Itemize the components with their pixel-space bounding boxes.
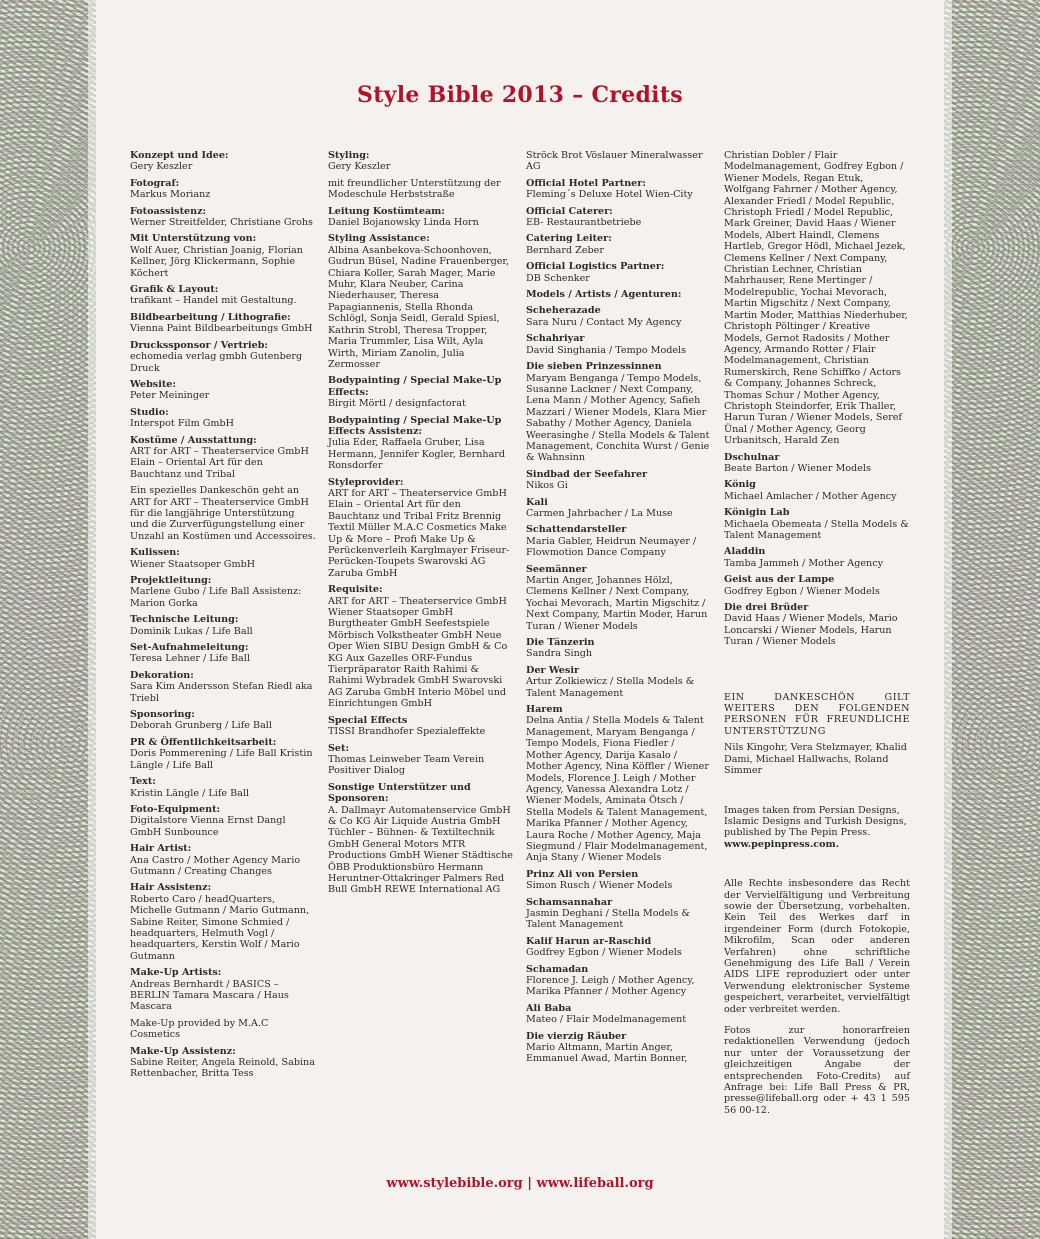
credit-role: Official Logistics Partner: xyxy=(526,261,665,273)
credit-names: Roberto Caro / headQuarters, Michelle Gutmann / Mario Gutmann, Sabine Reiter, Simone Schmied / headquarters, Helmuth Vogl / headquarters, Kerstin Wolf / Mario Gutmann xyxy=(130,893,310,962)
credit-names: Kristin Längle / Life Ball xyxy=(130,787,250,799)
credit-names: trafikant – Handel mit Gestaltung. xyxy=(130,295,297,307)
credit-entry xyxy=(328,375,514,409)
ornamental-border-right xyxy=(944,0,1040,1239)
credit-names: Maria Gabler, Heidrun Neumayer / Flowmotion Dance Company xyxy=(526,535,697,559)
credit-role: Sonstige Unterstützer und Sponsoren: xyxy=(328,781,471,805)
credit-entry xyxy=(130,312,316,335)
credit-names: Michaela Obemeata / Stella Models & Talent Management xyxy=(724,518,909,541)
credit-names: Ströck Brot Vöslauer Mineralwasser AG xyxy=(526,150,703,173)
images-url: www.pepinpress.com. xyxy=(724,838,840,850)
credit-names: Godfrey Egbon / Wiener Models xyxy=(724,585,880,597)
credit-entry xyxy=(130,776,316,799)
credit-role: Official Caterer: xyxy=(526,205,613,217)
credit-role: Sponsoring: xyxy=(130,709,195,721)
credit-role: Harem xyxy=(526,704,563,716)
credit-entry xyxy=(130,967,316,1013)
credit-names: Deborah Grunberg / Life Ball xyxy=(130,720,272,732)
credit-names: Michael Amlacher / Mother Agency xyxy=(724,490,897,502)
credit-entry xyxy=(724,479,910,502)
credit-role: Geist aus der Lampe xyxy=(724,574,835,586)
thanks-names: Nils Kingohr, Vera Stelzmayer, Khalid Dami, Michael Hallwachs, Roland Simmer xyxy=(724,742,907,777)
credit-names: Delna Antia / Stella Models & Talent Management, Maryam Benganga / Tempo Models, Fiona Fiedler / Mother Agency, Darija Kasalo / Mother Agency, Nina Köffler / Wiener Models, Florence J. Leigh / Mother Agency, Vanessa Alexandra Lotz / Wiener Models, Aminata Ötsch / Stella Models & Talent Management, Marika Pfanner / Mother Agency, Laura Roche / Mother Agency, Maja Siegmund / Flair Modelmanagement, Anja Stany / Wiener Models xyxy=(526,715,709,864)
credit-entry xyxy=(328,584,514,709)
credit-role: Kalif Harun ar-Raschid xyxy=(526,935,652,947)
credit-entry xyxy=(130,843,316,877)
credit-names: Maryam Benganga / Tempo Models, Susanne Lackner / Next Company, Lena Mann / Mother Agency, Safieh Mazzari / Wiener Models, Klara Mier Sabathy / Mother Agency, Daniela Weerasinghe / Stella Models & Talent Management, Conchita Wurst / Genie & Wahnsinn xyxy=(526,372,710,464)
credit-names: Sandra Singh xyxy=(526,648,593,660)
credit-entry xyxy=(526,150,712,173)
credits-column-3 xyxy=(526,150,712,1070)
credit-entry xyxy=(526,233,712,256)
credit-names: Peter Meininger xyxy=(130,390,210,402)
credit-role: Der Wesir xyxy=(526,664,580,676)
credit-names: ART for ART – Theaterservice GmbH Elain – Oriental Art für den Bauchtanz und Tribal Fritz Brennig Textil Müller M.A.C Cosmetics Make Up & More – Profi Make Up & Perückenverleih Karglmayer Friseur-Perücken-Toupets Swarovski AG Zaruba GmbH xyxy=(328,487,510,579)
credit-role: Grafik & Layout: xyxy=(130,284,219,296)
credit-names: Fleming´s Deluxe Hotel Wien-City xyxy=(526,189,693,201)
credit-names: Mateo / Flair Modelmanagement xyxy=(526,1014,687,1026)
credit-names: David Haas / Wiener Models, Mario Loncarski / Wiener Models, Harun Turan / Wiener Models xyxy=(724,613,898,648)
credit-role: Official Hotel Partner: xyxy=(526,177,646,189)
credit-names: Julia Eder, Raffaela Gruber, Lisa Hermann, Jennifer Kogler, Bernhard Ronsdorfer xyxy=(328,437,506,472)
credit-names: Thomas Leinweber Team Verein Positiver Dialog xyxy=(328,753,485,777)
credit-names: Andreas Bernhardt / BASICS – BERLIN Tamara Mascara / Haus Mascara xyxy=(130,978,289,1013)
credit-names: Godfrey Egbon / Wiener Models xyxy=(526,947,682,959)
credit-entry xyxy=(130,670,316,704)
credit-names: Dominik Lukas / Life Ball xyxy=(130,625,253,637)
credit-names: Wolf Auer, Christian Joanig, Florian Kellner, Jörg Klickermann, Sophie Köchert xyxy=(130,244,303,279)
credit-role: PR & Öffentlichkeitsarbeit: xyxy=(130,736,277,748)
credits-column-1 xyxy=(130,150,316,1085)
credit-names: Sara Nuru / Contact My Agency xyxy=(526,316,682,328)
credit-role: Hair Assistenz: xyxy=(130,882,212,894)
credit-entry xyxy=(328,206,514,229)
images-note xyxy=(724,805,910,851)
credit-names: Gery Keszler xyxy=(328,161,391,173)
credit-entry xyxy=(328,415,514,472)
credit-entry xyxy=(130,485,316,542)
credit-entry xyxy=(130,178,316,201)
credit-entry xyxy=(526,637,712,660)
credit-entry xyxy=(130,150,316,173)
credit-role: Fotograf: xyxy=(130,177,180,189)
credit-entry xyxy=(130,575,316,609)
credit-names: Ana Castro / Mother Agency Mario Gutmann / Creating Changes xyxy=(130,854,301,877)
credit-entry xyxy=(130,379,316,402)
credit-entry xyxy=(724,452,910,475)
credit-entry xyxy=(526,665,712,699)
credit-role: Text: xyxy=(130,776,156,788)
credit-entry xyxy=(526,261,712,284)
credit-entry xyxy=(328,150,514,173)
credit-entry xyxy=(130,642,316,665)
credit-names: Simon Rusch / Wiener Models xyxy=(526,880,673,892)
credit-role: Scheherazade xyxy=(526,305,601,317)
credit-names: Daniel Bojanowsky Linda Horn xyxy=(328,217,479,229)
credit-names: Albina Asanbekova-Schoonhoven, Gudrun Büsel, Nadine Frauenberger, Chiara Koller, Sarah Mager, Marie Muhr, Klara Neuber, Carina Niederhauser, Theresa Papagiannenis, Stella Rhonda Schlögl, Sonja Seidl, Gerald Spiesl, Kathrin Strobl, Theresa Tropper, Maria Trummler, Lisa Wilt, Ayla Wirth, Miriam Zanolin, Julia Zermosser xyxy=(328,244,510,370)
credit-names: Florence J. Leigh / Mother Agency, Marika Pfanner / Mother Agency xyxy=(526,975,695,998)
credit-names: David Singhania / Tempo Models xyxy=(526,344,687,356)
credit-entry xyxy=(724,150,910,447)
credit-names: ART for ART – Theaterservice GmbH Elain – Oriental Art für den Bauchtanz und Tribal xyxy=(130,445,309,480)
credit-entry xyxy=(526,361,712,464)
credit-entry xyxy=(526,206,712,229)
credit-names: Interspot Film GmbH xyxy=(130,418,235,430)
credit-entry xyxy=(130,435,316,481)
credit-names: Teresa Lehner / Life Ball xyxy=(130,653,250,665)
credit-role: Foto-Equipment: xyxy=(130,803,221,815)
credit-entry xyxy=(328,178,514,201)
credit-names: Artur Zolkiewicz / Stella Models & Talent Management xyxy=(526,676,695,699)
credit-role: Schamadan xyxy=(526,963,589,975)
credit-entry xyxy=(130,882,316,962)
credit-names: mit freundlicher Unterstützung der Modeschule Herbststraße xyxy=(328,177,501,201)
credit-role: Models / Artists / Agenturen: xyxy=(526,289,682,301)
credit-role: Styleprovider: xyxy=(328,476,404,488)
credit-entry xyxy=(526,964,712,998)
credit-entry xyxy=(328,743,514,777)
credits-column-4 xyxy=(724,150,910,1121)
credit-role: Seemänner xyxy=(526,563,587,575)
credit-entry xyxy=(130,1046,316,1080)
credit-role: Bodypainting / Special Make-Up Effects Assistenz: xyxy=(328,414,502,437)
credit-role: Dekoration: xyxy=(130,669,194,681)
ornamental-border-left xyxy=(0,0,96,1239)
credits-column-2 xyxy=(328,150,514,901)
credit-entry xyxy=(526,1003,712,1026)
credit-role: Make-Up Assistenz: xyxy=(130,1045,236,1057)
credit-role: Die drei Brüder xyxy=(724,602,809,614)
credit-names: Doris Pommerening / Life Ball Kristin Längle / Life Ball xyxy=(130,748,313,771)
credit-role: Set-Aufnahmeleitung: xyxy=(130,642,249,654)
credit-entry xyxy=(328,233,514,370)
credit-entry xyxy=(724,507,910,541)
credit-role: Prinz Ali von Persien xyxy=(526,868,639,880)
credit-names: ART for ART – Theaterservice GmbH Wiener Staatsoper GmbH Burgtheater GmbH Seefestspiele Mörbisch Volkstheater GmbH Neue Oper Wien SIBU Design GmbH & Co KG Aux Gazelles ORF-Fundus Tierpräparator Raith Rahimi & Rahimi Wybradek GmbH Swarovski AG Zaruba GmbH Interio Möbel und Einrichtungen GmbH xyxy=(328,595,508,710)
credit-entry xyxy=(130,284,316,307)
credit-role: Catering Leiter: xyxy=(526,233,612,245)
credit-role: Mit Unterstützung von: xyxy=(130,233,257,245)
credit-entry xyxy=(526,178,712,201)
credit-entry xyxy=(130,233,316,279)
photos-note: Fotos zur honorarfreien redaktionellen Verwendung (jedoch nur unter der Voraussetzung der gleichzeitigen Angabe der entsprechenden Foto-Credits) auf Anfrage bei: Life Ball Press & PR, presse@lifeball.org oder + 43 1 595 56 00-12. xyxy=(724,1025,910,1116)
credit-role: Kulissen: xyxy=(130,547,180,559)
credit-entry xyxy=(526,305,712,328)
credit-role: Druckssponsor / Vertrieb: xyxy=(130,339,268,351)
credit-names: Wiener Staatsoper GmbH xyxy=(130,558,256,570)
credit-names: A. Dallmayr Automatenservice GmbH & Co KG Air Liquide Austria GmbH Tüchler – Bühnen- & Textiltechnik GmbH General Motors MTR Productions GmbH Wiener Städtische ÖBB Produktionsbüro Hermann Heruntner-Ottakringer Palmers Red Bull GmbH REWE International AG xyxy=(328,804,513,896)
credit-role: Schattendarsteller xyxy=(526,524,627,536)
credit-names: Make-Up provided by M.A.C Cosmetics xyxy=(130,1017,269,1041)
credit-role: Schahriyar xyxy=(526,333,585,345)
credit-entry xyxy=(130,737,316,771)
credit-role: Leitung Kostümteam: xyxy=(328,205,445,217)
credit-role: Projektleitung: xyxy=(130,575,212,586)
credit-names: Werner Streitfelder, Christiane Grohs xyxy=(130,217,313,229)
credit-names: DB Schenker xyxy=(526,272,590,284)
credit-role: Schamsannahar xyxy=(526,896,613,908)
rights-note: Alle Rechte insbesondere das Recht der Vervielfältigung und Verbreitung sowie der Übersetzung, vorbehalten. Kein Teil des Werkes darf in irgendeiner Form (durch Fotokopie, Mikrofilm, Scan oder anderen Verfahren) ohne schriftliche Genehmigung des Life Ball / Verein AIDS LIFE reproduziert oder unter Verwendung elektronischer Systeme gespeichert, verarbeitet, vervielfältigt oder verbreitet werden. xyxy=(724,878,910,1015)
credit-entry xyxy=(724,574,910,597)
credit-names: Ein spezielles Dankeschön geht an ART for ART – Theaterservice GmbH für die langjährige Unterstützung und die Zurverfügungstellung einer Unzahl an Kostümen und Accessoires. xyxy=(130,485,316,542)
images-credit: Images taken from Persian Designs, Islamic Designs and Turkish Designs, published by The Pepin Press. xyxy=(724,804,907,839)
footer-links: www.stylebible.org | www.lifeball.org xyxy=(386,1176,654,1191)
credit-entry xyxy=(130,804,316,838)
credit-entry xyxy=(328,782,514,896)
credit-role: Studio: xyxy=(130,406,169,418)
credit-names: Tamba Jammeh / Mother Agency xyxy=(724,557,883,569)
credit-names: Jasmin Deghani / Stella Models & Talent Management xyxy=(526,907,690,931)
credits-page xyxy=(96,0,944,1239)
credit-role: Set: xyxy=(328,742,350,754)
credit-entry xyxy=(724,546,910,569)
credit-names: Vienna Paint Bildbearbeitungs GmbH xyxy=(130,323,313,335)
credit-entry xyxy=(526,469,712,492)
credit-entry xyxy=(526,289,712,300)
credit-role: Aladdin xyxy=(724,546,766,558)
credit-names: Nikos Gi xyxy=(526,480,568,492)
credit-role: Königin Lab xyxy=(724,507,790,519)
credit-role: Konzept und Idee: xyxy=(130,150,229,161)
credit-entry xyxy=(130,614,316,637)
credit-role: Styling: xyxy=(328,150,370,161)
credit-entry xyxy=(526,1031,712,1065)
credit-role: Fotoassistenz: xyxy=(130,205,207,217)
credit-entry xyxy=(130,1018,316,1041)
credit-names: Marlene Gubo / Life Ball Assistenz: Marion Gorka xyxy=(130,586,302,609)
credit-entry xyxy=(526,936,712,959)
credit-names: Sara Kim Andersson Stefan Riedl aka Triebl xyxy=(130,681,313,704)
credit-names: echomedia verlag gmbh Gutenberg Druck xyxy=(130,351,303,374)
page-title: Style Bible 2013 – Credits xyxy=(357,82,683,108)
credit-role: Requisite: xyxy=(328,584,383,596)
credit-role: Bodypainting / Special Make-Up Effects: xyxy=(328,375,502,398)
credit-role: Styling Assistance: xyxy=(328,233,430,245)
credit-names: Markus Morianz xyxy=(130,189,211,201)
credit-role: König xyxy=(724,479,756,491)
credit-role: Sindbad der Seefahrer xyxy=(526,468,648,480)
credit-names: Birgit Mörtl / designfactorat xyxy=(328,398,466,410)
credit-names: Beate Barton / Wiener Models xyxy=(724,462,871,474)
credit-names: Mario Altmann, Martin Anger, Emmanuel Awad, Martin Bonner, xyxy=(526,1042,688,1065)
credit-role: Hair Artist: xyxy=(130,843,192,855)
credit-role: Technische Leitung: xyxy=(130,614,239,626)
credit-names: Digitalstore Vienna Ernst Dangl GmbH Sunbounce xyxy=(130,815,286,838)
credit-names: EB- Restaurantbetriebe xyxy=(526,217,642,229)
credit-role: Die Tänzerin xyxy=(526,637,595,649)
credit-entry xyxy=(328,477,514,580)
credit-entry xyxy=(526,564,712,632)
credit-entry xyxy=(130,206,316,229)
credit-role: Kali xyxy=(526,496,548,508)
credit-role: Ali Baba xyxy=(526,1002,572,1014)
credit-role: Die vierzig Räuber xyxy=(526,1030,627,1042)
credit-role: Bildbearbeitung / Lithografie: xyxy=(130,311,291,323)
credit-entry xyxy=(724,602,910,648)
credit-names: Martin Anger, Johannes Hölzl, Clemens Kellner / Next Company, Yochai Mevorach, Martin Migschitz / Next Company, Martin Moder, Harun Turan / Wiener Models xyxy=(526,575,708,632)
credit-role: Make-Up Artists: xyxy=(130,967,222,979)
credit-names: Sabine Reiter, Angela Reinold, Sabina Rettenbacher, Britta Tess xyxy=(130,1057,315,1080)
credit-entry xyxy=(130,340,316,374)
credit-names: Gery Keszler xyxy=(130,161,193,173)
credit-entry xyxy=(526,869,712,892)
credit-names: Bernhard Zeber xyxy=(526,244,604,256)
thanks-heading: EIN DANKESCHÖN GILT WEITERS DEN FOLGENDEN PERSONEN FÜR FREUNDLICHE UNTERSTÜTZUNG xyxy=(724,691,910,737)
credit-entry xyxy=(526,333,712,356)
credit-entry xyxy=(526,524,712,558)
credit-role: Dschulnar xyxy=(724,451,780,463)
credit-role: Special Effects xyxy=(328,714,408,726)
credit-names: Christian Dobler / Flair Modelmanagement, Godfrey Egbon / Wiener Models, Regan Etuk, Wolfgang Fahrner / Mother Agency, Alexander Friedl / Model Republic, Christoph Friedl / Model Republic, Mark Greiner, David Haas / Wiener Models, Albert Haindl, Clemens Hartleb, Gregor Hödl, Michael Jezek, Clemens Kellner / Next Company, Christian Lechner, Christian Mahrhauser, Rene Mertinger / Modelrepublic, Yochai Mevorach, Martin Migschitz / Next Company, Martin Moder, Matthias Niederhuber, Christoph Pöltinger / Kreative Models, Gernot Radosits / Mother Agency, Armando Rotter / Flair Modelmanagement, Christian Rumerskirch, Rene Schiffko / Actors & Company, Johannes Schreck, Thomas Schur / Mother Agency, Christoph Steindorfer, Erik Thaller, Harun Turan / Wiener Models, Seref Ünal / Mother Agency, Georg Urbanitsch, Harald Zen xyxy=(724,150,908,447)
credit-entry xyxy=(526,497,712,520)
credit-entry xyxy=(328,715,514,738)
credit-entry xyxy=(526,897,712,931)
credit-role: Website: xyxy=(130,378,176,390)
credit-entry xyxy=(130,547,316,570)
credit-role: Die sieben Prinzessinnen xyxy=(526,361,662,373)
credit-entry xyxy=(526,704,712,864)
column-4-notes xyxy=(724,692,910,1117)
credit-entry xyxy=(130,407,316,430)
credit-names: Carmen Jahrbacher / La Muse xyxy=(526,507,673,519)
credit-names: TISSI Brandhofer Spezialeffekte xyxy=(328,726,486,738)
credit-role: Kostüme / Ausstattung: xyxy=(130,434,257,446)
credit-entry xyxy=(130,709,316,732)
